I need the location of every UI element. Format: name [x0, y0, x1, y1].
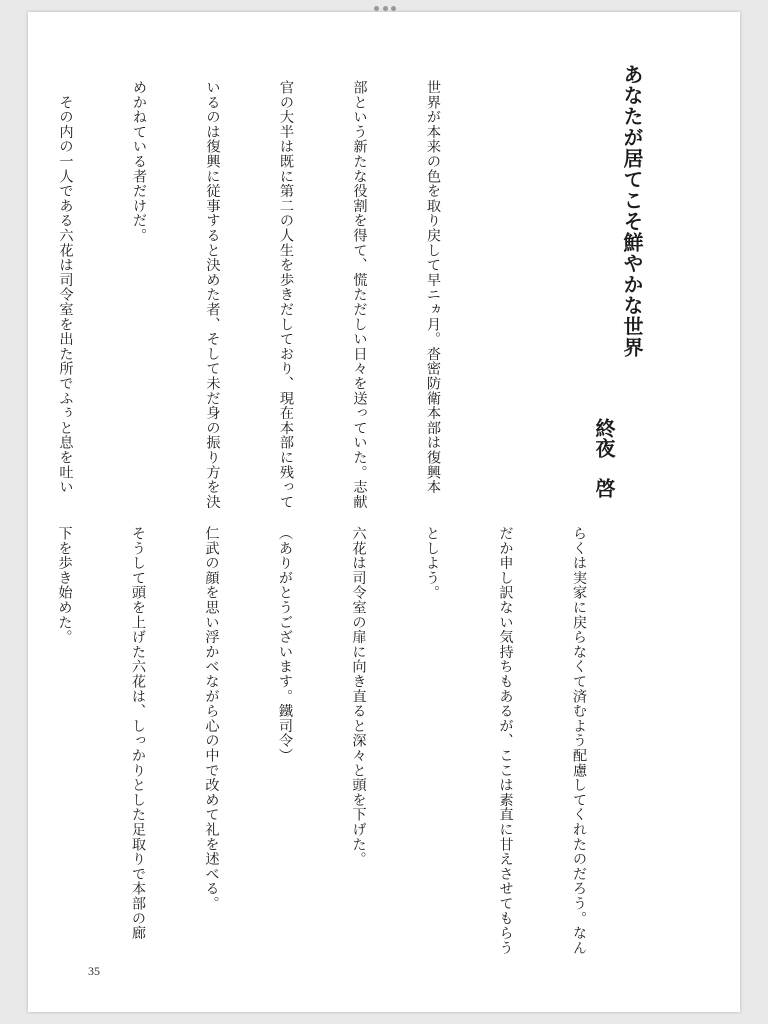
text-line: （ありがとうございます。鐵司令）: [277, 526, 293, 763]
page-number: 35: [88, 964, 100, 978]
text-line: そうして頭を上げた六花は、しっかりとした足取りで本部の廊: [130, 526, 146, 941]
window-drag-handle[interactable]: [374, 4, 396, 12]
text-line: らくは実家に戻らなくて済むよう配慮してくれたのだろう。なん: [571, 526, 587, 956]
handle-dot: [391, 6, 396, 11]
text-line: 官の大半は既に第二の人生を歩きだしており、現在本部に残って: [278, 80, 294, 510]
story-title: あなたが居てこそ鮮やかな世界: [620, 64, 644, 358]
book-page: [28, 12, 740, 1012]
author-name: 終夜 啓: [592, 418, 616, 498]
handle-dot: [383, 6, 388, 11]
text-line: だか申し訳ない気持ちもあるが、ここは素直に甘えさせてもらう: [497, 526, 514, 956]
text-line: 世界が本来の色を取り戻して早ニヵ月。沓密防衛本部は復興本: [425, 80, 441, 495]
text-block-upper: [28, 80, 494, 512]
text-line: いるのは復興に従事すると決めた者、そして未だ身の振り方を決: [204, 80, 221, 510]
text-line: 部という新たな役割を得て、慌ただしい日々を送っていた。志献: [351, 80, 368, 510]
text-line: 六花は司令室の扉に向き直ると深々と頭を下げた。: [350, 526, 367, 867]
text-line: 仁武の顔を思い浮かべながら心の中で改めて礼を述べる。: [203, 526, 220, 911]
handle-dot: [374, 6, 379, 11]
text-block-lower: [28, 526, 640, 966]
text-line: 下を歩き始めた。: [56, 526, 73, 645]
text-line: としよう。: [424, 526, 440, 600]
text-line: めかねている者だけだ。: [131, 80, 147, 243]
text-line: その内の一人である六花は司令室を出た所でふぅと息を吐い: [57, 80, 74, 495]
